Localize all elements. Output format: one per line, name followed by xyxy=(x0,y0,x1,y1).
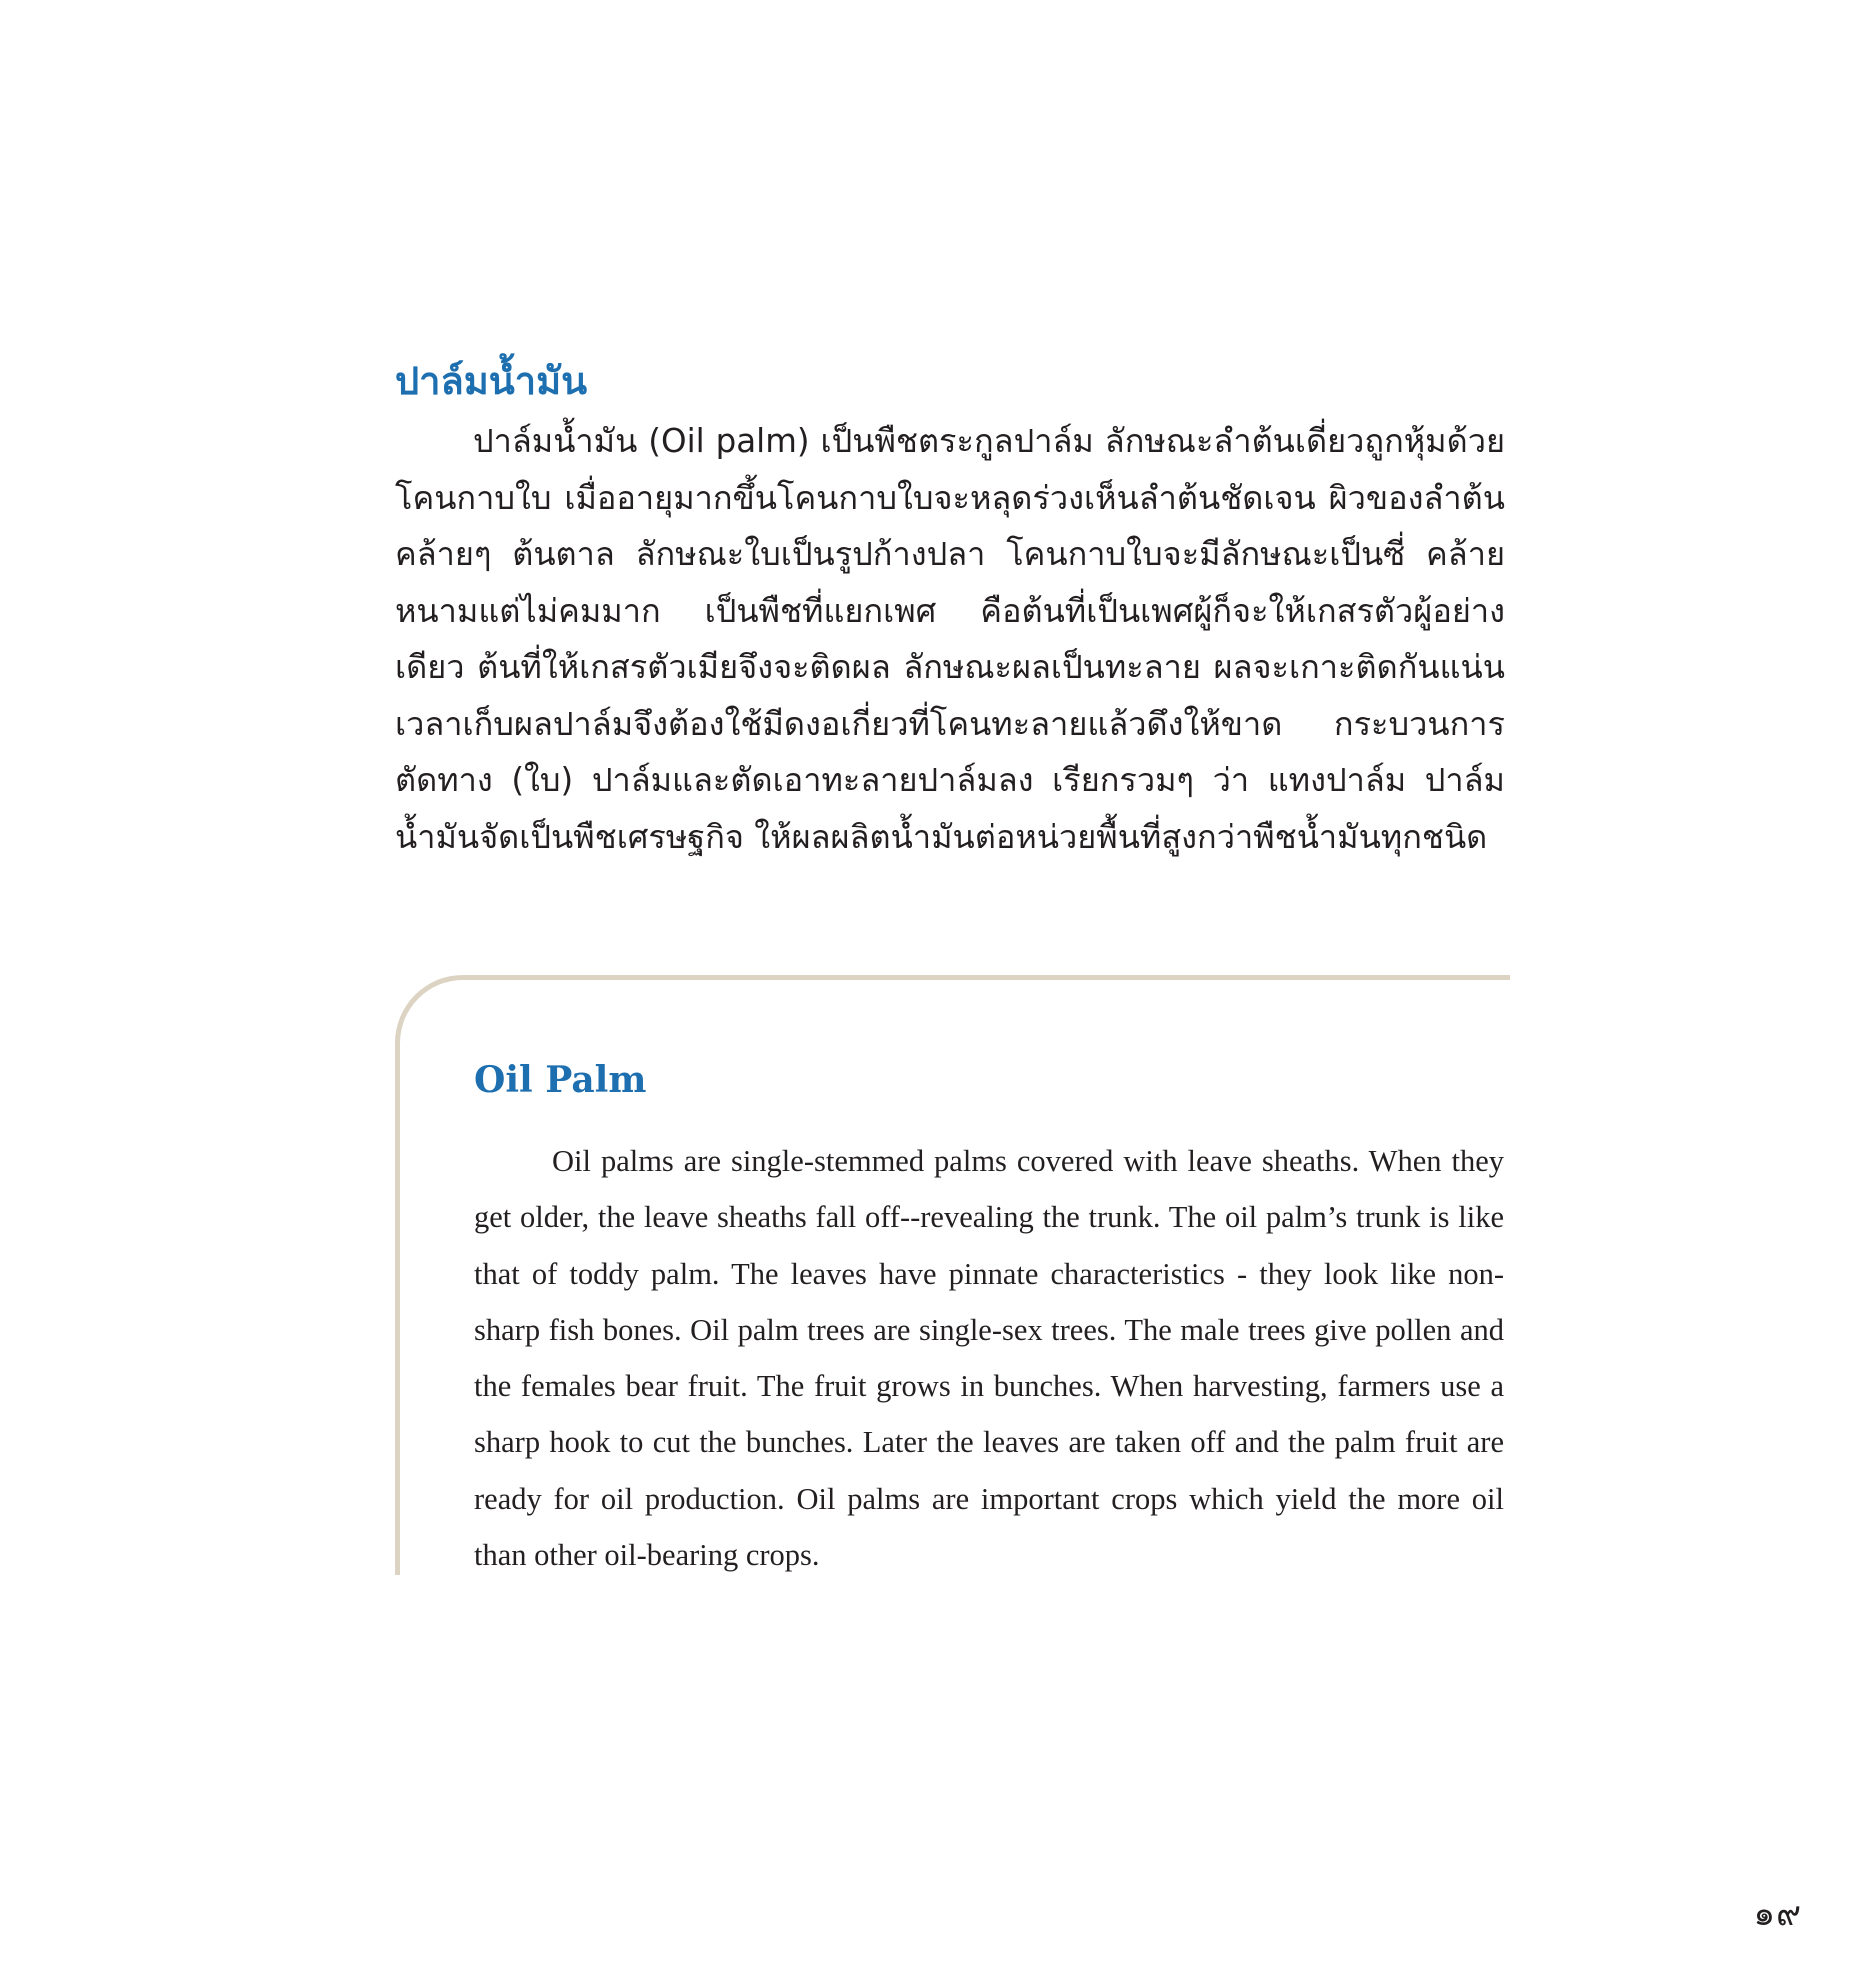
thai-section xyxy=(395,355,1505,865)
page-number: ๑๙ xyxy=(1753,1894,1802,1934)
thai-heading: ปาล์มน้ำมัน xyxy=(395,359,588,403)
english-paragraph: Oil palms are single-stemmed palms covered with leave sheaths. When they get older, the leave sheaths fall off--revealing the trunk. The oil palm’s trunk is like that of toddy palm. The leaves have pinnate characteristics - they look like non-sharp fish bones. Oil palm trees are single-sex trees. The male trees give pollen and the females bear fruit. The fruit grows in bunches. When harvesting, farmers use a sharp hook to cut the bunches. Later the leaves are taken off and the palm fruit are ready for oil production. Oil palms are important crops which yield the more oil than other oil-bearing crops. xyxy=(474,1144,1504,1573)
english-heading: Oil Palm xyxy=(474,1059,647,1101)
thai-paragraph: ปาล์มน้ำมัน (Oil palm) เป็นพืชตระกูลปาล์ม ลักษณะลำต้นเดี่ยวถูกหุ้มด้วยโคนกาบใบ เมื่ออายุมากขึ้นโคนกาบใบจะหลุดร่วงเห็นลำต้นชัดเจน ผิวของลำต้นคล้ายๆ ต้นตาล ลักษณะใบเป็นรูปก้างปลา โคนกาบใบจะมีลักษณะเป็นซี่ คล้ายหนามแต่ไม่คมมาก เป็นพืชที่แยกเพศ คือต้นที่เป็นเพศผู้ก็จะให้เกสรตัวผู้อย่างเดียว ต้นที่ให้เกสรตัวเมียจึงจะติดผล ลักษณะผลเป็นทะลาย ผลจะเกาะติดกันแน่น เวลาเก็บผลปาล์มจึงต้องใช้มีดงอเกี่ยวที่โคนทะลายแล้วดึงให้ขาด กระบวนการตัดทาง (ใบ) ปาล์มและตัดเอาทะลายปาล์มลง เรียกรวมๆ ว่า แทงปาล์ม ปาล์มน้ำมันจัดเป็นพืชเศรษฐกิจ ให้ผลผลิตน้ำมันต่อหน่วยพื้นที่สูงกว่าพืชน้ำมันทุกชนิด xyxy=(395,422,1505,856)
english-section xyxy=(474,1055,1504,1583)
